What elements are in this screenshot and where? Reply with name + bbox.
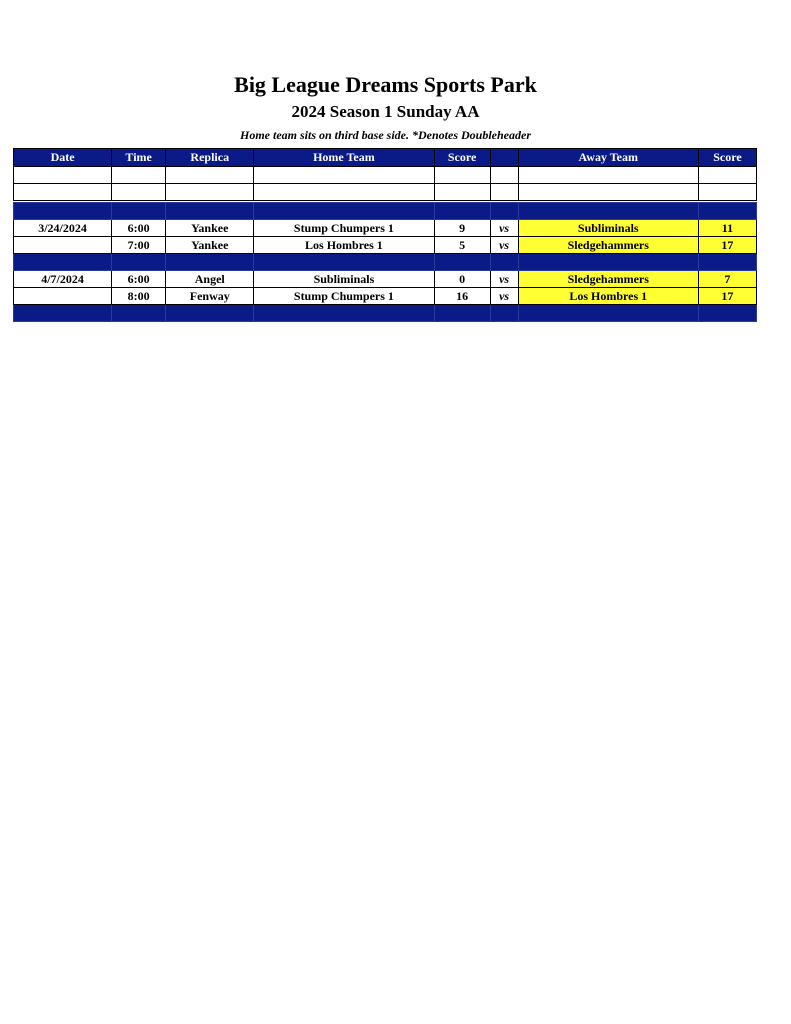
vs-label: vs bbox=[490, 271, 518, 288]
separator-cell bbox=[434, 305, 490, 322]
away-team: Sledgehammers bbox=[518, 237, 698, 254]
table-header-row bbox=[14, 149, 757, 167]
blank-row bbox=[14, 167, 757, 184]
game-date: 4/7/2024 bbox=[14, 271, 112, 288]
blank-cell bbox=[112, 167, 166, 184]
game-replica: Fenway bbox=[166, 288, 254, 305]
separator-row bbox=[14, 305, 757, 322]
vs-label: vs bbox=[490, 288, 518, 305]
column-header-home-team: Home Team bbox=[254, 149, 434, 167]
blank-cell bbox=[14, 167, 112, 184]
vs-label: vs bbox=[490, 220, 518, 237]
away-score: 7 bbox=[698, 271, 756, 288]
column-header-vs bbox=[490, 149, 518, 167]
blank-cell bbox=[254, 184, 434, 201]
home-score: 16 bbox=[434, 288, 490, 305]
blank-cell bbox=[518, 184, 698, 201]
home-team: Stump Chumpers 1 bbox=[254, 220, 434, 237]
blank-cell bbox=[698, 167, 756, 184]
away-score: 17 bbox=[698, 288, 756, 305]
game-row bbox=[14, 288, 757, 305]
blank-cell bbox=[166, 167, 254, 184]
blank-cell bbox=[490, 184, 518, 201]
separator-cell bbox=[434, 203, 490, 220]
game-replica: Yankee bbox=[166, 220, 254, 237]
vs-label: vs bbox=[490, 237, 518, 254]
separator-cell bbox=[14, 254, 112, 271]
away-team: Sledgehammers bbox=[518, 271, 698, 288]
game-time: 6:00 bbox=[112, 220, 166, 237]
blank-cell bbox=[698, 184, 756, 201]
separator-cell bbox=[518, 305, 698, 322]
game-row bbox=[14, 237, 757, 254]
home-score: 5 bbox=[434, 237, 490, 254]
column-header-time: Time bbox=[112, 149, 166, 167]
separator-cell bbox=[698, 254, 756, 271]
away-score: 11 bbox=[698, 220, 756, 237]
separator-cell bbox=[490, 254, 518, 271]
separator-cell bbox=[434, 254, 490, 271]
blank-cell bbox=[434, 167, 490, 184]
game-date: 3/24/2024 bbox=[14, 220, 112, 237]
game-time: 7:00 bbox=[112, 237, 166, 254]
game-time: 6:00 bbox=[112, 271, 166, 288]
separator-row bbox=[14, 203, 757, 220]
blank-cell bbox=[254, 167, 434, 184]
separator-cell bbox=[166, 305, 254, 322]
game-time: 8:00 bbox=[112, 288, 166, 305]
home-team: Los Hombres 1 bbox=[254, 237, 434, 254]
game-row bbox=[14, 220, 757, 237]
separator-cell bbox=[254, 203, 434, 220]
separator-cell bbox=[518, 254, 698, 271]
home-team: Stump Chumpers 1 bbox=[254, 288, 434, 305]
blank-cell bbox=[112, 184, 166, 201]
separator-cell bbox=[112, 305, 166, 322]
column-header-replica: Replica bbox=[166, 149, 254, 167]
column-header-date: Date bbox=[14, 149, 112, 167]
blank-cell bbox=[518, 167, 698, 184]
away-team: Los Hombres 1 bbox=[518, 288, 698, 305]
blank-cell bbox=[166, 184, 254, 201]
separator-row bbox=[14, 254, 757, 271]
separator-cell bbox=[698, 203, 756, 220]
home-score: 9 bbox=[434, 220, 490, 237]
separator-cell bbox=[518, 203, 698, 220]
column-header-away-team: Away Team bbox=[518, 149, 698, 167]
game-replica: Angel bbox=[166, 271, 254, 288]
blank-cell bbox=[434, 184, 490, 201]
separator-cell bbox=[254, 305, 434, 322]
separator-cell bbox=[112, 203, 166, 220]
column-header-home-score: Score bbox=[434, 149, 490, 167]
game-row bbox=[14, 271, 757, 288]
game-date bbox=[14, 237, 112, 254]
column-header-away-score: Score bbox=[698, 149, 756, 167]
separator-cell bbox=[112, 254, 166, 271]
home-score: 0 bbox=[434, 271, 490, 288]
separator-cell bbox=[166, 254, 254, 271]
blank-cell bbox=[490, 167, 518, 184]
separator-cell bbox=[166, 203, 254, 220]
home-team: Subliminals bbox=[254, 271, 434, 288]
separator-cell bbox=[490, 203, 518, 220]
separator-cell bbox=[254, 254, 434, 271]
game-replica: Yankee bbox=[166, 237, 254, 254]
separator-cell bbox=[698, 305, 756, 322]
blank-row bbox=[14, 184, 757, 201]
schedule-table bbox=[13, 148, 757, 322]
game-date bbox=[14, 288, 112, 305]
separator-cell bbox=[490, 305, 518, 322]
page-title: Big League Dreams Sports Park bbox=[234, 72, 537, 97]
separator-cell bbox=[14, 305, 112, 322]
page-subtitle: 2024 Season 1 Sunday AA bbox=[291, 102, 480, 121]
blank-cell bbox=[14, 184, 112, 201]
separator-cell bbox=[14, 203, 112, 220]
away-team: Subliminals bbox=[518, 220, 698, 237]
schedule-note: Home team sits on third base side. *Denotes Doubleheader bbox=[240, 128, 531, 142]
away-score: 17 bbox=[698, 237, 756, 254]
